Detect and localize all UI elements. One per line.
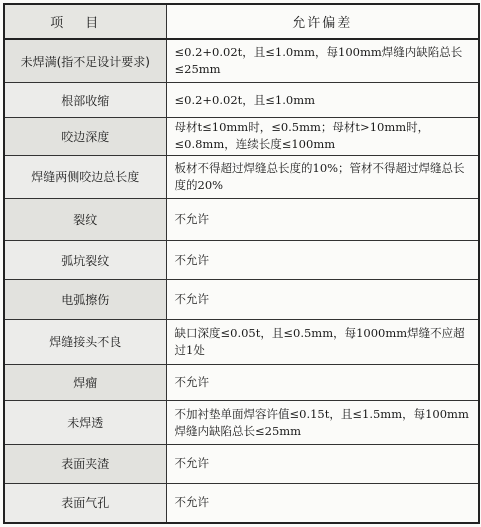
row-requirement: 不允许 bbox=[166, 483, 479, 523]
row-item: 未焊满(指不足设计要求) bbox=[4, 39, 166, 83]
table-row bbox=[4, 199, 479, 241]
row-item: 电弧擦伤 bbox=[4, 279, 166, 319]
row-requirement: 板材不得超过焊缝总长度的10%；管材不得超过焊缝总长度的20% bbox=[166, 155, 479, 199]
table-row bbox=[4, 483, 479, 523]
row-item: 弧坑裂纹 bbox=[4, 241, 166, 280]
row-item: 裂纹 bbox=[4, 199, 166, 241]
row-item: 焊缝两侧咬边总长度 bbox=[4, 155, 166, 199]
header-item bbox=[4, 4, 166, 39]
row-item: 未焊透 bbox=[4, 401, 166, 445]
row-item: 表面夹渣 bbox=[4, 445, 166, 484]
table-row bbox=[4, 241, 479, 280]
row-item: 根部收缩 bbox=[4, 83, 166, 117]
row-requirement: 母材t≤10mm时，≤0.5mm；母材t>10mm时，≤0.8mm，连续长度≤100mm bbox=[166, 117, 479, 155]
row-requirement: 不允许 bbox=[166, 445, 479, 484]
table-row bbox=[4, 401, 479, 445]
row-item: 焊缝接头不良 bbox=[4, 319, 166, 364]
table-header-row bbox=[4, 4, 479, 39]
row-requirement: 不允许 bbox=[166, 241, 479, 280]
table-row bbox=[4, 279, 479, 319]
row-requirement: 不允许 bbox=[166, 279, 479, 319]
header-requirement: 允许偏差 bbox=[166, 4, 479, 39]
row-requirement: 不允许 bbox=[166, 364, 479, 401]
row-requirement: ≤0.2+0.02t，且≤1.0mm bbox=[166, 83, 479, 117]
table-row bbox=[4, 155, 479, 199]
row-requirement: 缺口深度≤0.05t，且≤0.5mm，每1000mm焊缝不应超过1处 bbox=[166, 319, 479, 364]
row-requirement: ≤0.2+0.02t，且≤1.0mm，每100mm焊缝内缺陷总长≤25mm bbox=[166, 39, 479, 83]
table-row bbox=[4, 445, 479, 484]
table-row bbox=[4, 364, 479, 401]
row-item: 焊瘤 bbox=[4, 364, 166, 401]
row-requirement: 不加衬垫单面焊容许值≤0.15t，且≤1.5mm，每100mm焊缝内缺陷总长≤25mm bbox=[166, 401, 479, 445]
row-item: 表面气孔 bbox=[4, 483, 166, 523]
table-row bbox=[4, 39, 479, 83]
row-item: 咬边深度 bbox=[4, 117, 166, 155]
row-requirement: 不允许 bbox=[166, 199, 479, 241]
header-item-label: 项目 bbox=[50, 16, 121, 31]
table-row bbox=[4, 117, 479, 155]
weld-defect-tolerance-table bbox=[3, 3, 480, 524]
table-row bbox=[4, 319, 479, 364]
table-row bbox=[4, 83, 479, 117]
